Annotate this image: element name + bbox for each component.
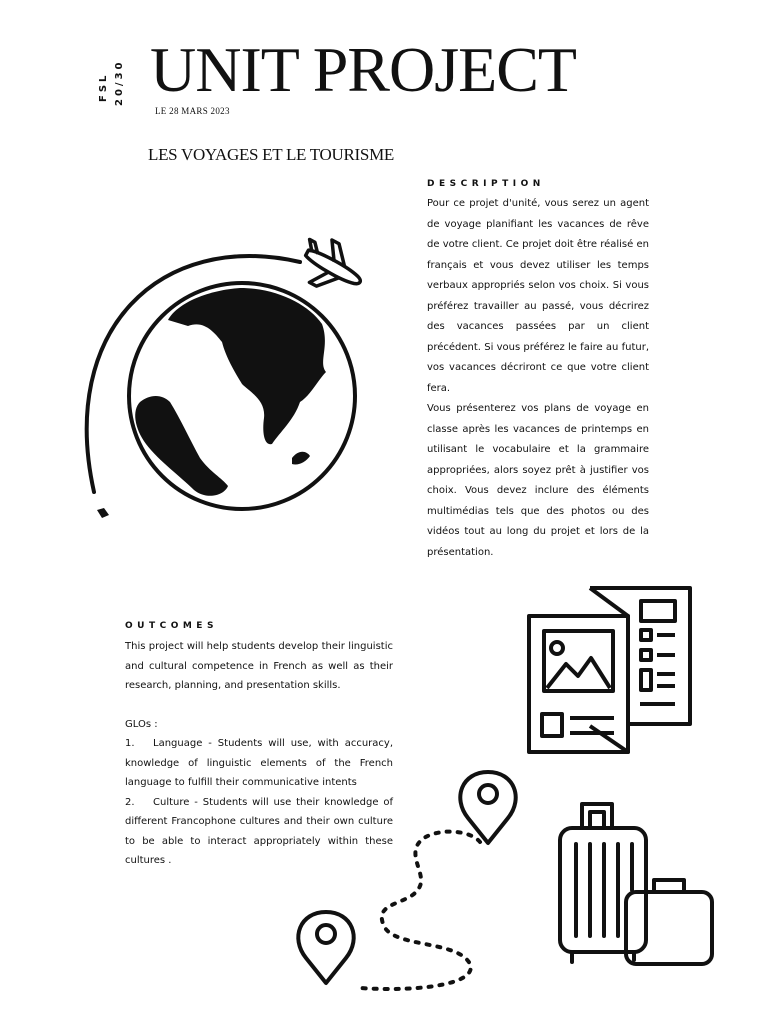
subtitle: LES VOYAGES ET LE TOURISME — [148, 145, 394, 164]
course-code-line2: 20/30 — [114, 59, 125, 106]
page-title: UNIT PROJECT — [150, 34, 576, 105]
description-paragraph: Vous présenterez vos plans de voyage en classe après les vacances de printemps en utilisant le vocabulaire et la grammaire appropriées, alors soyez prêt à justifier vos choix. Vous devez inclure des éléments multimédias tels que des photos ou des vidéos tout au long du projet et lors de la présentation. — [427, 403, 649, 558]
glos-label: GLOs : — [125, 718, 158, 730]
date: LE 28 MARS 2023 — [155, 106, 230, 116]
glo-text: Language - Students will use, with accuracy, knowledge of linguistic elements of the French language to fulfill their communicative intents — [125, 738, 393, 788]
course-code-line1: FSL — [98, 72, 109, 102]
glo-number: 1. — [125, 738, 135, 749]
glo-text: Culture - Students will use their knowledge of different Francophone cultures and their own culture to be able to interact appropriately within these cultures . — [125, 796, 393, 866]
description-heading: DESCRIPTION — [427, 179, 545, 189]
glo-number: 2. — [125, 796, 135, 808]
description-paragraph: Pour ce projet d'unité, vous serez un agent de voyage planifiant les vacances de rêve de votre client. Ce projet doit être réalisé en français et vous devez utiliser les temps verbaux appropriés selon vos choix. Si vous préférez travailler au passé, vous décrirez des vacances passées par un client précédent. Si vous préférez le faire au futur, vos vacances décriront ce que votre client fera. — [427, 198, 649, 394]
outcomes-intro: This project will help students develop their linguistic and cultural competence in French as well as their research, planning, and presentation skills. — [125, 641, 393, 691]
outcomes-heading: OUTCOMES — [125, 621, 218, 631]
